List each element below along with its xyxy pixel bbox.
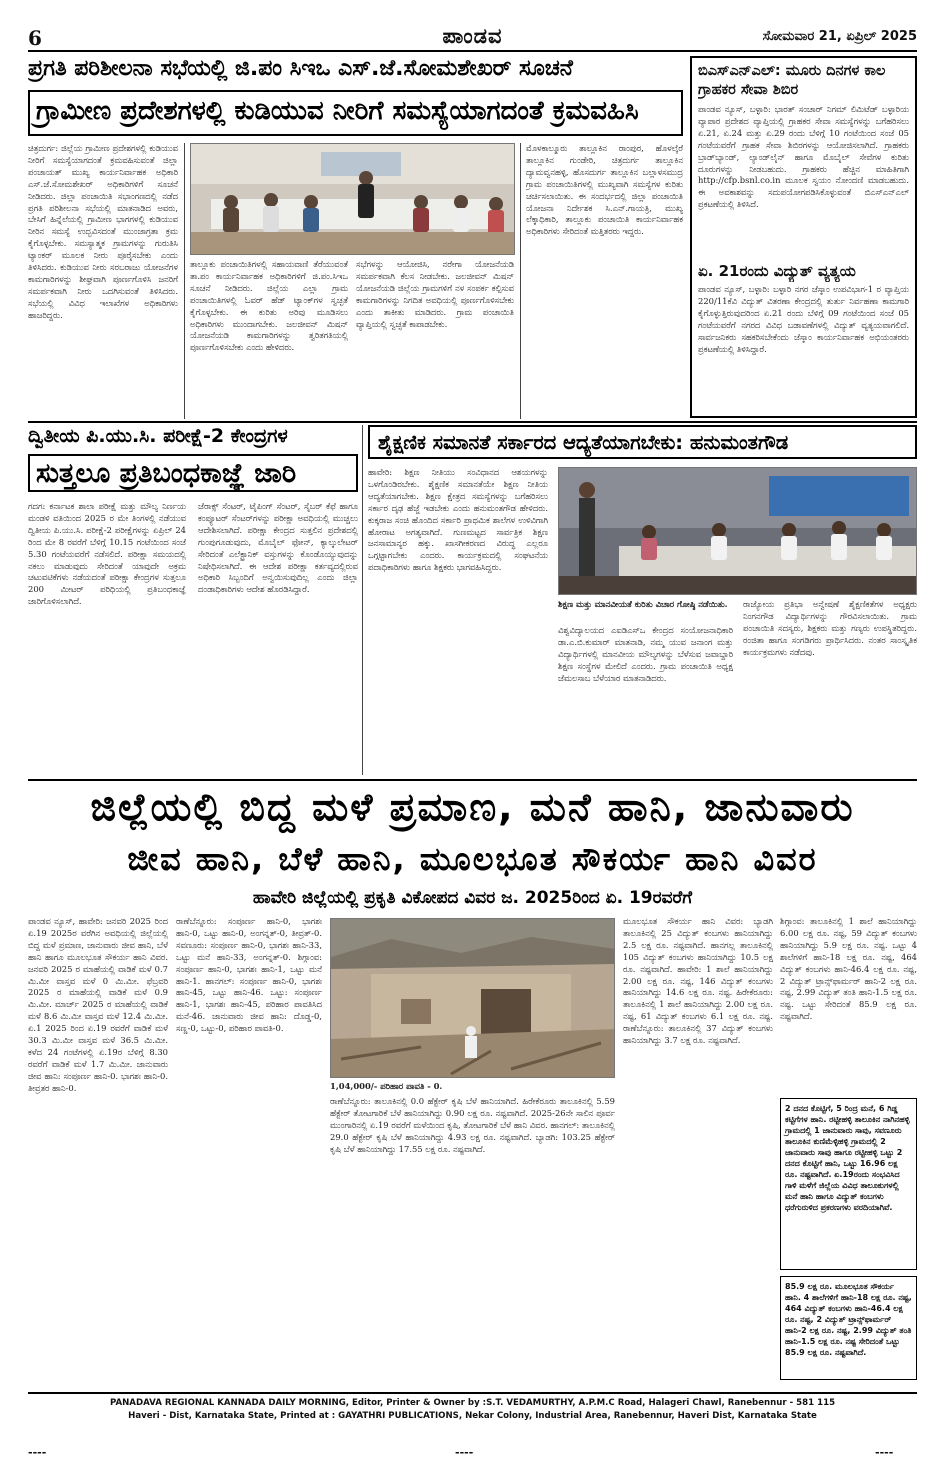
seminar-photo [558, 467, 917, 595]
story-a-headline-2: ಗ್ರಾಮೀಣ ಪ್ರದೇಶಗಳಲ್ಲಿ ಕುಡಿಯುವ ನೀರಿಗೆ ಸಮಸ್ಯೆಯಾಗದಂತೆ ಕ್ರಮವಹಿಸಿ [28, 90, 683, 136]
story-d-column-4: ಮೂಲಭೂತ ಸೌಕರ್ಯ ಹಾನಿ ವಿವರ: ಬ್ಯಾಡಗಿ ತಾಲೂಕಿನಲ್ಲಿ 25 ವಿದ್ಯುತ್ ಕಂಬಗಳು ಹಾನಿಯಾಗಿದ್ದು 2.5 ಲಕ್ಷ ರೂ. ನಷ್ಟವಾಗಿದೆ. ಹಾನಗಲ್ಲ ತಾಲೂಕಿನಲ್ಲಿ 105 ವಿದ್ಯುತ್ ಕಂಬಗಳು ಹಾನಿಯಾಗಿದ್ದು 10.5 ಲಕ್ಷ ರೂ. ನಷ್ಟವಾಗಿದೆ. ಹಾವೇರಿ: 1 ಶಾಲೆ ಹಾನಿಯಾಗಿದ್ದು 2.00 ಲಕ್ಷ ರೂ. ನಷ್ಟ, 146 ವಿದ್ಯುತ್ ಕಂಬಗಳು ಹಾನಿಯಾಗಿದ್ದು 14.6 ಲಕ್ಷ ರೂ. ನಷ್ಟ. ಹಿರೇಕೆರೂರು: ತಾಲೂಕಿನಲ್ಲಿ 1 ಶಾಲೆ ಹಾನಿಯಾಗಿದ್ದು 2.00 ಲಕ್ಷ ರೂ. ನಷ್ಟ, 61 ವಿದ್ಯುತ್ ಕಂಬಗಳು 6.1 ಲಕ್ಷ ರೂ. ನಷ್ಟ. ರಾಣೆಬೆನ್ನೂರು: ತಾಲೂಕಿನಲ್ಲಿ 37 ವಿದ್ಯುತ್ ಕಂಬಗಳು ಹಾನಿಯಾಗಿದ್ದು 3.7 ಲಕ್ಷ ರೂ. ನಷ್ಟವಾಗಿದೆ. [623, 916, 773, 1046]
story-d-headline-2: ಜೀವ ಹಾನಿ, ಬೆಳೆ ಹಾನಿ, ಮೂಲಭೂತ ಸೌಕರ್ಯ ಹಾನಿ ವಿವರ [127, 840, 818, 878]
fact-box-1: 2 ದನದ ಕೊಟ್ಟಿಗೆ, 5 ರಿಂದ್ರ ಮನೆ, 6 ಗಿಡ್ಡ ಕಟ್ಟಿಗೆಗಳ ಹಾನಿ. ರಟ್ಟೀಹಳ್ಳಿ ತಾಲೂಕಿನ ನಾಗಿನಹಳ್ಳಿ ಗ್ರಾಮದಲ್ಲಿ 1 ಜಾನುವಾರು ಸಾವು, ಸವಣೂರು ತಾಲೂಕಿನ ಕುಣಿಮೆಳ್ಳಿಹಳ್ಳಿ ಗ್ರಾಮದಲ್ಲಿ 2 ಜಾನುವಾರು ಸಾವು ಹಾಗೂ ರಟ್ಟೀಹಳ್ಳಿ ಒಟ್ಟು 2 ದನದ ಕೊಟ್ಟಿಗೆ ಹಾನಿ, ಒಟ್ಟು 16.96 ಲಕ್ಷ ರೂ. ನಷ್ಟವಾಗಿದೆ. ಏ.19ರಂದು ಸಂಭವಿಸಿದ ಗಾಳಿ ಮಳೆಗೆ ಜಿಲ್ಲೆಯ ವಿವಿಧ ತಾಲೂಕುಗಳಲ್ಲಿ ಮನೆ ಹಾನಿ ಹಾಗೂ ವಿದ್ಯುತ್ ಕಂಬಗಳು ಧರೆಗುರುಳಿದ ಪ್ರಕರಣಗಳು ವರದಿಯಾಗಿವೆ. [780, 1098, 917, 1270]
story-a-column-4: ಮೊಳಕಾಲ್ಮೂರು ತಾಲ್ಲೂಕಿನ ರಾಂಪುರ, ಹೊಳಲ್ಕೆರೆ ತಾಲ್ಲೂಕಿನ ಗುಂಡೇರಿ, ಚಿತ್ರದುರ್ಗ ತಾಲ್ಲೂಕಿನ ದ್ಯಾಮವ್ವನಹಳ್ಳಿ, ಹೊಸದುರ್ಗ ತಾಲ್ಲೂಕಿನ ಬಲ್ಲಾಳಸಮುದ್ರ ಗ್ರಾಮ ಪಂಚಾಯಿತಿಗಳಲ್ಲಿ ಮುಖ್ಯವಾಗಿ ಸಮಸ್ಯೆಗಳ ಕುರಿತು ಚರ್ಚಿಸಲಾಯಿತು. ಈ ಸಂದರ್ಭದಲ್ಲಿ ಜಿಲ್ಲಾ ಪಂಚಾಯಿತಿ ಯೋಜನಾ ನಿರ್ದೇಶಕ ಸಿ.ಎನ್.ಗಾಯತ್ರಿ, ಮುಖ್ಯ ಲೆಕ್ಕಾಧಿಕಾರಿ, ತಾಲ್ಲೂಕು ಪಂಚಾಯಿತಿ ಕಾರ್ಯನಿರ್ವಾಹಕ ಅಧಿಕಾರಿಗಳು ಸೇರಿದಂತೆ ಮತ್ತಿತರರು ಇದ್ದರು. [526, 143, 683, 237]
bottom-mark-right: ---- [875, 1446, 894, 1459]
story-a-column-1: ಚಿತ್ರದುರ್ಗ: ಜಿಲ್ಲೆಯ ಗ್ರಾಮೀಣ ಪ್ರದೇಶಗಳಲ್ಲಿ ಕುಡಿಯುವ ನೀರಿಗೆ ಸಮಸ್ಯೆಯಾಗದಂತೆ ಕ್ರಮವಹಿಸುವಂತೆ ಜಿಲ್ಲಾ ಪಂಚಾಯತ್ ಮುಖ್ಯ ಕಾರ್ಯನಿರ್ವಾಹಕ ಅಧಿಕಾರಿ ಎಸ್.ಜೆ.ಸೋಮಶೇಖರ್ ಅಧಿಕಾರಿಗಳಿಗೆ ಸೂಚನೆ ನೀಡಿದರು. ಜಿಲ್ಲಾ ಪಂಚಾಯಿತಿ ಸಭಾಂಗಣದಲ್ಲಿ ನಡೆದ ಪ್ರಗತಿ ಪರಿಶೀಲನಾ ಸಭೆಯಲ್ಲಿ ಮಾತನಾಡಿದ ಅವರು, ಬೇಸಿಗೆ ಹಿನ್ನೆಲೆಯಲ್ಲಿ ಗ್ರಾಮೀಣ ಭಾಗಗಳಲ್ಲಿ ಕುಡಿಯುವ ನೀರಿನ ಸಮಸ್ಯೆ ಉದ್ಭವಿಸದಂತೆ ಮುಂಜಾಗ್ರತಾ ಕ್ರಮ ಕೈಗೊಳ್ಳಬೇಕು. ಸಮಸ್ಯಾತ್ಮಕ ಗ್ರಾಮಗಳನ್ನು ಗುರುತಿಸಿ ಟ್ಯಾಂಕರ್ ಮೂಲಕ ನೀರು ಪೂರೈಸಬೇಕು ಎಂದು ತಿಳಿಸಿದರು. ಕುಡಿಯುವ ನೀರು ಸರಬರಾಜು ಯೋಜನೆಗಳ ಕಾಮಗಾರಿಗಳನ್ನು ಶೀಘ್ರವಾಗಿ ಪೂರ್ಣಗೊಳಿಸಿ ಜನರಿಗೆ ಸಮರ್ಪಕವಾಗಿ ನೀರು ಒದಗಿಸುವಂತೆ ತಿಳಿಸಿದರು. ಸಭೆಯಲ್ಲಿ ವಿವಿಧ ಇಲಾಖೆಗಳ ಅಧಿಕಾರಿಗಳು ಹಾಜರಿದ್ದರು. [28, 143, 178, 320]
story-b [28, 425, 358, 775]
story-a-column-2: ತಾಲ್ಲೂಕು ಪಂಚಾಯಿತಿಗಳಲ್ಲಿ ಸಹಾಯವಾಣಿ ತೆರೆಯುವಂತೆ ತಾ.ಪಂ ಕಾರ್ಯನಿರ್ವಾಹಕ ಅಧಿಕಾರಿಗಳಿಗೆ ಜಿ.ಪಂ.ಸಿಇಒ ಸೂಚನೆ ನೀಡಿದರು. ಜಿಲ್ಲೆಯ ಎಲ್ಲಾ ಗ್ರಾಮ ಪಂಚಾಯಿತಿಗಳಲ್ಲಿ ಓವರ್ ಹೆಡ್ ಟ್ಯಾಂಕ್‌ಗಳ ಸ್ವಚ್ಛತೆ ಕೈಗೊಳ್ಳಬೇಕು. ಈ ಕುರಿತು ಅರಿವು ಮೂಡಿಸಲು ಅಧಿಕಾರಿಗಳು ಮುಂದಾಗಬೇಕು. ಜಲಜೀವನ್ ಮಿಷನ್ ಯೋಜನೆಯಡಿ ಕಾಮಗಾರಿಗಳನ್ನು ತ್ವರಿತಗತಿಯಲ್ಲಿ ಪೂರ್ಣಗೊಳಿಸಬೇಕು ಎಂದು ಹೇಳಿದರು. [190, 259, 348, 353]
seminar-photo-caption: ಶಿಕ್ಷಣ ಮತ್ತು ಮಾನವೀಯತೆ ಕುರಿತು ವಿಚಾರ ಗೋಷ್ಠಿ ನಡೆಯಿತು. [558, 599, 728, 609]
flood-photo-caption: 1,04,000/- ಪರಿಹಾರ ಪಾವತಿ - 0. [330, 1081, 443, 1091]
flood-damage-photo [330, 918, 615, 1078]
story-a-headline-1: ಪ್ರಗತಿ ಪರಿಶೀಲನಾ ಸಭೆಯಲ್ಲಿ ಜಿ.ಪಂ ಸಿಇಒ ಎಸ್.ಜೆ.ಸೋಮಶೇಖರ್ ಸೂಚನೆ [28, 56, 573, 81]
story-c-column-2: ವಿಶ್ವವಿದ್ಯಾಲಯದ ಎಐಡಿಎಸ್‌ಒ ಕೇಂದ್ರದ ಸಂಯೋಜನಾಧಿಕಾರಿ ಡಾ.ಎ.ಬಿ.ಕುಮಾರ್ ಮಾತನಾಡಿ, ನಮ್ಮ ಯುವ ಜನಾಂಗ ಮತ್ತು ವಿದ್ಯಾರ್ಥಿಗಳಲ್ಲಿ ಮಾನವೀಯ ಮೌಲ್ಯಗಳನ್ನು ಬೆಳೆಸುವ ಜವಾಬ್ದಾರಿ ಶಿಕ್ಷಣ ಸಂಸ್ಥೆಗಳ ಮೇಲಿದೆ ಎಂದರು. ಗ್ರಾಮ ಪಂಚಾಯಿತಿ ಅಧ್ಯಕ್ಷ ಜೆಮಲಸಾಬ ಬೆಳೆಯಾರ ಮಾತನಾಡಿದರು. [558, 625, 733, 683]
story-d-headline-1: ಜಿಲ್ಲೆಯಲ್ಲಿ ಬಿದ್ದ ಮಳೆ ಪ್ರಮಾಣ, ಮನೆ ಹಾನಿ, ಜಾನುವಾರು [90, 785, 855, 829]
fact-box-2: 85.9 ಲಕ್ಷ ರೂ. ಮೂಲಭೂತ ಸೌಕರ್ಯ ಹಾನಿ. 4 ಶಾಲೆಗಳಿಗೆ ಹಾನಿ-18 ಲಕ್ಷ ರೂ. ನಷ್ಟ, 464 ವಿದ್ಯುತ್ ಕಂಬಗಳು ಹಾನಿ-46.4 ಲಕ್ಷ ರೂ. ನಷ್ಟ, 2 ವಿದ್ಯುತ್ ಟ್ರಾನ್ಸ್‌ಫಾರ್ಮರ್ ಹಾನಿ-2 ಲಕ್ಷ ರೂ. ನಷ್ಟ, 2.99 ವಿದ್ಯುತ್ ತಂತಿ ಹಾನಿ-1.5 ಲಕ್ಷ ರೂ. ನಷ್ಟ ಸೇರಿದಂತೆ ಒಟ್ಟು 85.9 ಲಕ್ಷ ರೂ. ನಷ್ಟವಾಗಿದೆ. [780, 1276, 917, 1380]
bsnl-headline: ಬಿಎಸ್‌ಎನ್‌ಎಲ್: ಮೂರು ದಿನಗಳ ಕಾಲ ಗ್ರಾಹಕರ ಸೇವಾ ಶಿಬಿರ [698, 63, 886, 98]
story-d-column-2: ರಾಣೆಬೆನ್ನೂರು: ಸಂಪೂರ್ಣ ಹಾನಿ-0, ಭಾಗಶಃ ಹಾನಿ-0, ಒಟ್ಟು ಹಾನಿ-0, ಅಂಗನ್ನತ್-0, ತೀವ್ರತ್-0. ಸವಣೂರು: ಸಂಪೂರ್ಣ ಹಾನಿ-0, ಭಾಗಶಃ ಹಾನಿ-33, ಒಟ್ಟು ಮನೆ ಹಾನಿ-33, ಅಂಗನ್ನತ್-0. ಶಿಗ್ಗಾಂವ: ಸಂಪೂರ್ಣ ಹಾನಿ-0, ಭಾಗಶಃ ಹಾನಿ-1, ಒಟ್ಟು ಮನೆ ಹಾನಿ-1. ಹಾನಗಲ್: ಸಂಪೂರ್ಣ ಹಾನಿ-0, ಭಾಗಶಃ ಹಾನಿ-45, ಒಟ್ಟು ಹಾನಿ-46. ಒಟ್ಟು: ಸಂಪೂರ್ಣ ಹಾನಿ-1, ಭಾಗಶಃ ಹಾನಿ-45, ಪರಿಹಾರ ಪಾವತಿಸಿದ ಮನೆ-46. ಜಾನುವಾರು ಜೀವ ಹಾನಿ: ದೊಡ್ಡ-0, ಸಣ್ಣ-0, ಒಟ್ಟು-0, ಪರಿಹಾರ ಪಾವತಿ-0. [176, 916, 322, 1034]
story-b-headline-2: ಸುತ್ತಲೂ ಪ್ರತಿಬಂಧಕಾಜ್ಞೆ ಜಾರಿ [28, 454, 358, 492]
meeting-photo [190, 143, 515, 255]
story-a-column-3: ಸಭೆಗಳನ್ನು ಆಯೋಜಿಸಿ, ನರೇಗಾ ಯೋಜನೆಯಡಿ ಸಮರ್ಪಕವಾಗಿ ಕೆಲಸ ನೀಡಬೇಕು. ಜಲಜೀವನ್ ಮಿಷನ್ ಯೋಜನೆಯಡಿ ಜಿಲ್ಲೆಯ ಗ್ರಾಮಗಳಿಗೆ ನಳ ಸಂಪರ್ಕ ಕಲ್ಪಿಸುವ ಕಾಮಗಾರಿಗಳನ್ನು ನಿಗದಿತ ಅವಧಿಯಲ್ಲಿ ಪೂರ್ಣಗೊಳಿಸಬೇಕು ಎಂದು ತಾಕೀತು ಮಾಡಿದರು. ಗ್ರಾಮ ಪಂಚಾಯಿತಿ ವ್ಯಾಪ್ತಿಯಲ್ಲಿ ಸ್ವಚ್ಛತೆ ಕಾಪಾಡಬೇಕು. [356, 259, 514, 329]
bottom-mark-left: ---- [28, 1446, 47, 1459]
bsnl-notice-box [690, 56, 917, 418]
power-cut-headline: ಏ. 21ರಂದು ವಿದ್ಯುತ್ ವ್ಯತ್ಯಯ [698, 262, 856, 280]
story-d-column-1: ಪಾಂಡವ ನ್ಯೂಸ್, ಹಾವೇರಿ: ಜನವರಿ 2025 ರಿಂದ ಏ.19 2025ರ ವರೆಗಿನ ಅವಧಿಯಲ್ಲಿ ಜಿಲ್ಲೆಯಲ್ಲಿ ಬಿದ್ದ ಮಳೆ ಪ್ರಮಾಣ, ಜಾನುವಾರು ಜೀವ ಹಾನಿ, ಬೆಳೆ ಹಾನಿ ಹಾಗೂ ಮೂಲಭೂತ ಸೌಕರ್ಯ ಹಾನಿ ವಿವರ. ಜನವರಿ 2025 ರ ಮಾಹೆಯಲ್ಲಿ ವಾಡಿಕೆ ಮಳೆ 0.7 ಮಿ.ಮೀ ವಾಸ್ತವ ಮಳೆ 0 ಮಿ.ಮೀ. ಫೆಬ್ರವರಿ 2025 ರ ಮಾಹೆಯಲ್ಲಿ ವಾಡಿಕೆ ಮಳೆ 0.9 ಮಿ.ಮೀ. ಮಾರ್ಚ್ 2025 ರ ಮಾಹೆಯಲ್ಲಿ ವಾಡಿಕೆ ಮಳೆ 8.6 ಮಿ.ಮೀ ವಾಸ್ತವ ಮಳೆ 12.4 ಮಿ.ಮೀ. ಏ.1 2025 ರಿಂದ ಏ.19 ರವರೆಗೆ ವಾಡಿಕೆ ಮಳೆ 30.3 ಮಿ.ಮೀ ವಾಸ್ತವ ಮಳೆ 36.5 ಮಿ.ಮೀ. ಕಳೆದ 24 ಗಂಟೆಗಳಲ್ಲಿ ಏ.19ರ ಬೆಳಿಗ್ಗೆ 8.30 ರವರೆಗೆ ವಾಡಿಕೆ ಮಳೆ 1.7 ಮಿ.ಮೀ. ಜಾನುವಾರು ಜೀವ ಹಾನಿ: ಸಂಪೂರ್ಣ ಹಾನಿ-0. ಭಾಗಶಃ ಹಾನಿ-0. ತೀವ್ರತರ ಹಾನಿ-0. [28, 916, 168, 1093]
story-c-column-1: ಹಾವೇರಿ: ಶಿಕ್ಷಣ ನೀತಿಯು ಸಂವಿಧಾನದ ಆಶಯಗಳನ್ನು ಒಳಗೊಂಡಿರಬೇಕು. ಶೈಕ್ಷಣಿಕ ಸಮಾನತೆಯೇ ಶಿಕ್ಷಣ ನೀತಿಯ ಆದ್ಯತೆಯಾಗಬೇಕು. ಶಿಕ್ಷಣ ಕ್ಷೇತ್ರದ ಸಮಸ್ಯೆಗಳನ್ನು ಬಗೆಹರಿಸಲು ಸರ್ಕಾರ ದೃಢ ಹೆಜ್ಜೆ ಇಡಬೇಕು ಎಂದು ಹನುಮಂತಗೌಡ ಹೇಳಿದರು. ಕುಕ್ಕರಾಜ ಸಂಚಿ ಹೊಂದಿದ ಸರ್ಕಾರಿ ಪ್ರಾಥಮಿಕ ಶಾಲೆಗಳ ಉಳಿವಿಗಾಗಿ ಹೋರಾಟ ಅಗತ್ಯವಾಗಿದೆ. ಗುಣಮಟ್ಟದ ಸಾರ್ವತ್ರಿಕ ಶಿಕ್ಷಣ ಜನಸಾಮಾನ್ಯರ ಹಕ್ಕು. ಖಾಸಗೀಕರಣದ ವಿರುದ್ಧ ಎಲ್ಲರೂ ಒಗ್ಗಟ್ಟಾಗಬೇಕು ಎಂದರು. ಕಾರ್ಯಕ್ರಮದಲ್ಲಿ ಸಂಘಟನೆಯ ಪದಾಧಿಕಾರಿಗಳು ಹಾಗೂ ಶಿಕ್ಷಕರು ಭಾಗವಹಿಸಿದ್ದರು. [368, 467, 548, 573]
story-c-headline: ಶೈಕ್ಷಣಿಕ ಸಮಾನತೆ ಸರ್ಕಾರದ ಆದ್ಯತೆಯಾಗಬೇಕು: ಹನುಮಂತಗೌಡ [368, 425, 917, 459]
page-number: 6 [28, 26, 42, 50]
story-d-column-5: ಶಿಗ್ಗಾಂವ: ತಾಲೂಕಿನಲ್ಲಿ 1 ಶಾಲೆ ಹಾನಿಯಾಗಿದ್ದು 6.00 ಲಕ್ಷ ರೂ. ನಷ್ಟ, 59 ವಿದ್ಯುತ್ ಕಂಬಗಳು ಹಾನಿಯಾಗಿದ್ದು 5.9 ಲಕ್ಷ ರೂ. ನಷ್ಟ. ಒಟ್ಟು 4 ಶಾಲೆಗಳಿಗೆ ಹಾನಿ-18 ಲಕ್ಷ ರೂ. ನಷ್ಟ, 464 ವಿದ್ಯುತ್ ಕಂಬಗಳು ಹಾನಿ-46.4 ಲಕ್ಷ ರೂ. ನಷ್ಟ, 2 ವಿದ್ಯುತ್ ಟ್ರಾನ್ಸ್‌ಫಾರ್ಮರ್ ಹಾನಿ-2 ಲಕ್ಷ ರೂ. ನಷ್ಟ, 2.99 ವಿದ್ಯುತ್ ತಂತಿ ಹಾನಿ-1.5 ಲಕ್ಷ ರೂ. ನಷ್ಟ. ಒಟ್ಟು ಸೇರಿದಂತೆ 85.9 ಲಕ್ಷ ರೂ. ನಷ್ಟವಾಗಿದೆ. [780, 916, 917, 1022]
story-c [368, 425, 917, 775]
story-d-column-3: ರಾಣೆಬೆನ್ನೂರು: ತಾಲೂಕಿನಲ್ಲಿ 0.0 ಹೆಕ್ಟೇರ್ ಕೃಷಿ ಬೆಳೆ ಹಾನಿಯಾಗಿದೆ. ಹಿರೇಕೆರೂರು ತಾಲೂಕಿನಲ್ಲಿ 5.59 ಹೆಕ್ಟೇರ್ ತೋಟಗಾರಿಕೆ ಬೆಳೆ ಹಾನಿಯಾಗಿದ್ದು 0.90 ಲಕ್ಷ ರೂ. ನಷ್ಟವಾಗಿದೆ. 2025-26ನೇ ಸಾಲಿನ ಪೂರ್ವ ಮುಂಗಾರಿನಲ್ಲಿ ಏ.19 ರವರೆಗೆ ಮಳೆಯಿಂದ ಕೃಷಿ, ತೋಟಗಾರಿಕೆ ಬೆಳೆ ಹಾನಿ ವಿವರ. ಹಾನಗಲ್: ತಾಲೂಕಿನಲ್ಲಿ 29.0 ಹೆಕ್ಟೇರ್ ಕೃಷಿ ಬೆಳೆ ಹಾನಿಯಾಗಿದ್ದು 4.93 ಲಕ್ಷ ರೂ. ನಷ್ಟವಾಗಿದೆ. ಬ್ಯಾಡಗಿ: 103.25 ಹೆಕ್ಟೇರ್ ಕೃಷಿ ಬೆಳೆ ಹಾನಿಯಾಗಿದ್ದು 17.55 ಲಕ್ಷ ರೂ. ನಷ್ಟವಾಗಿದೆ. [330, 1096, 615, 1154]
bsnl-text: ಪಾಂಡವ ನ್ಯೂಸ್, ಬಳ್ಳಾರಿ: ಭಾರತ್ ಸಂಚಾರ್ ನಿಗಮ್ ಲಿಮಿಟೆಡ್ ಬಳ್ಳಾರಿಯ ವ್ಯಾಪಾರ ಪ್ರದೇಶದ ವ್ಯಾಪ್ತಿಯಲ್ಲಿ ಗ್ರಾಹಕರ ಸೇವಾ ಸಮಸ್ಯೆಗಳನ್ನು ಬಗೆಹರಿಸಲು ಏ.21, ಏ.24 ಮತ್ತು ಏ.29 ರಂದು ಬೆಳಿಗ್ಗೆ 10 ಗಂಟೆಯಿಂದ ಸಂಜೆ 05 ಗಂಟೆಯವರೆಗೆ ಗ್ರಾಹಕ ಸೇವಾ ಶಿಬಿರಗಳನ್ನು ಆಯೋಜಿಸಲಾಗಿದೆ. ಗ್ರಾಹಕರು ಬ್ರಾಡ್‌ಬ್ಯಾಂಡ್, ಲ್ಯಾಂಡ್‌ಲೈನ್ ಹಾಗೂ ಮೊಬೈಲ್ ಸೇವೆಗಳ ಕುರಿತು ದೂರುಗಳನ್ನು ನೀಡಬಹುದು. ಗ್ರಾಹಕರು ಹೆಚ್ಚಿನ ಮಾಹಿತಿಗಾಗಿ http://cfp.bsnl.co.in ಮೂಲಕ ಸ್ವಯಂ ನೋಂದಣಿ ಮಾಡಬಹುದು. ಈ ಅವಕಾಶವನ್ನು ಸದುಪಯೋಗಪಡಿಸಿಕೊಳ್ಳುವಂತೆ ಬಿಎಸ್‌ಎನ್‌ಎಲ್ ಪ್ರಕಟಣೆಯಲ್ಲಿ ತಿಳಿಸಿದೆ. [698, 104, 909, 210]
bottom-mark-center: ---- [455, 1446, 474, 1459]
story-b-column-2: ಜೆರಾಕ್ಸ್ ಸೆಂಟರ್, ಟೈಪಿಂಗ್ ಸೆಂಟರ್, ಸೈಬರ್ ಕೆಫೆ ಹಾಗೂ ಕಂಪ್ಯೂಟರ್ ಸೆಂಟರ್‌ಗಳನ್ನು ಪರೀಕ್ಷಾ ಅವಧಿಯಲ್ಲಿ ಮುಚ್ಚಲು ಆದೇಶಿಸಲಾಗಿದೆ. ಪರೀಕ್ಷಾ ಕೇಂದ್ರದ ಸುತ್ತಲಿನ ಪ್ರದೇಶದಲ್ಲಿ ಗುಂಪುಗೂಡುವುದು, ಮೊಬೈಲ್ ಫೋನ್, ಕ್ಯಾಲ್ಕುಲೇಟರ್ ಸೇರಿದಂತೆ ಎಲೆಕ್ಟ್ರಾನಿಕ್ ವಸ್ತುಗಳನ್ನು ಕೊಂಡೊಯ್ಯುವುದನ್ನು ನಿಷೇಧಿಸಲಾಗಿದೆ. ಈ ಆದೇಶ ಪರೀಕ್ಷಾ ಕರ್ತವ್ಯದಲ್ಲಿರುವ ಅಧಿಕಾರಿ ಸಿಬ್ಬಂದಿಗೆ ಅನ್ವಯಿಸುವುದಿಲ್ಲ ಎಂದು ಜಿಲ್ಲಾ ದಂಡಾಧಿಕಾರಿಗಳು ಆದೇಶ ಹೊರಡಿಸಿದ್ದಾರೆ. [198, 501, 358, 595]
issue-date: ಸೋಮವಾರ 21, ಏಪ್ರಿಲ್ 2025 [762, 29, 917, 44]
story-b-column-1: ಗದಗ: ಕರ್ನಾಟಕ ಶಾಲಾ ಪರೀಕ್ಷೆ ಮತ್ತು ಮೌಲ್ಯ ನಿರ್ಣಯ ಮಂಡಳಿ ವತಿಯಿಂದ 2025 ರ ಮೇ ತಿಂಗಳಲ್ಲಿ ನಡೆಯುವ ದ್ವಿತೀಯ ಪಿ.ಯು.ಸಿ. ಪರೀಕ್ಷೆ-2 ಪರೀಕ್ಷೆಗಳನ್ನು ಏಪ್ರಿಲ್ 24 ರಿಂದ ಮೇ 8 ರವರೆಗೆ ಬೆಳಿಗ್ಗೆ 10.15 ಗಂಟೆಯಿಂದ ಸಂಜೆ 5.30 ಗಂಟೆಯವರೆಗೆ ನಡೆಸಲಿದೆ. ಪರೀಕ್ಷಾ ಸಮಯದಲ್ಲಿ ನಕಲು ಮಾಡುವುದು ಸೇರಿದಂತೆ ಯಾವುದೇ ಅಕ್ರಮ ಚಟುವಟಿಕೆಗಳು ನಡೆಯದಂತೆ ಪರೀಕ್ಷಾ ಕೇಂದ್ರಗಳ ಸುತ್ತಲೂ 200 ಮೀಟರ್ ಪರಿಧಿಯಲ್ಲಿ ಪ್ರತಿಬಂಧಕಾಜ್ಞೆ ಜಾರಿಗೊಳಿಸಲಾಗಿದೆ. [28, 501, 186, 607]
imprint-line-2: Haveri - Dist, Karnataka State, Printed at : GAYATHRI PUBLICATIONS, Nekar Colony, Industrial Area, Ranebennur, Haveri Dist, Karnataka State [128, 1411, 817, 1421]
story-b-headline-1: ದ್ವಿತೀಯ ಪಿ.ಯು.ಸಿ. ಪರೀಕ್ಷೆ-2 ಕೇಂದ್ರಗಳ [28, 425, 288, 447]
paper-name: ಪಾಂಡವ [442, 24, 503, 48]
story-c-column-3: ರಾಜ್ಯೋಯ ಪ್ರತಿಭಾ ಅನ್ವೇಷಣೆ ಶೈಕ್ಷಣಿಕತೆಗಳ ಅಧ್ಯಕ್ಷರು ನಿಂಗನಗೌಡ ವಿದ್ಯಾರ್ಥಿಗಳನ್ನು ಗೌರವಿಸಲಾಯಿತು. ಗ್ರಾಮ ಪಂಚಾಯಿತಿ ಸದಸ್ಯರು, ಶಿಕ್ಷಕರು ಮತ್ತು ಗಣ್ಯರು ಉಪಸ್ಥಿತರಿದ್ದರು. ರಂಜಿತಾ ಹಾಗೂ ಸಂಗಡಿಗರು ಪ್ರಾರ್ಥಿಸಿದರು. ನಂತರ ಸಾಂಸ್ಕೃತಿಕ ಕಾರ್ಯಕ್ರಮಗಳು ನಡೆದವು. [743, 599, 917, 657]
masthead [28, 22, 917, 52]
imprint-line-1: PANADAVA REGIONAL KANNADA DAILY MORNING, Editor, Printer & Owner by :S.T. VEDAMURTHY, A.P.M.C Road, Halageri Chawl, Ranebennur - 581 115 [109, 1398, 836, 1408]
story-d-subhead: ಹಾವೇರಿ ಜಿಲ್ಲೆಯಲ್ಲಿ ಪ್ರಕೃತಿ ವಿಕೋಪದ ವಿವರ ಜ. 2025ರಿಂದ ಏ. 19ರವರೆಗೆ [252, 888, 693, 908]
imprint-footer [28, 1392, 917, 1426]
power-cut-text: ಪಾಂಡವ ನ್ಯೂಸ್, ಬಳ್ಳಾರಿ: ಬಳ್ಳಾರಿ ನಗರ ಜೆಸ್ಕಾಂ ಉಪವಿಭಾಗ-1 ರ ವ್ಯಾಪ್ತಿಯ 220/11ಕೆವಿ ವಿದ್ಯುತ್ ವಿತರಣಾ ಕೇಂದ್ರದಲ್ಲಿ ತುರ್ತು ನಿರ್ವಹಣಾ ಕಾಮಗಾರಿ ಕೈಗೊಳ್ಳುತ್ತಿರುವುದರಿಂದ ಏ.21 ರಂದು ಬೆಳಿಗ್ಗೆ 09 ಗಂಟೆಯಿಂದ ಸಂಜೆ 05 ಗಂಟೆಯವರೆಗೆ ನಗರದ ವಿವಿಧ ಬಡಾವಣೆಗಳಲ್ಲಿ ವಿದ್ಯುತ್ ವ್ಯತ್ಯಯವಾಗಲಿದೆ. ಸಾರ್ವಜನಿಕರು ಸಹಕರಿಸಬೇಕೆಂದು ಜೆಸ್ಕಾಂ ಕಾರ್ಯನಿರ್ವಾಹಕ ಅಭಿಯಂತರರು ಪ್ರಕಟಣೆಯಲ್ಲಿ ತಿಳಿಸಿದ್ದಾರೆ. [698, 284, 909, 354]
